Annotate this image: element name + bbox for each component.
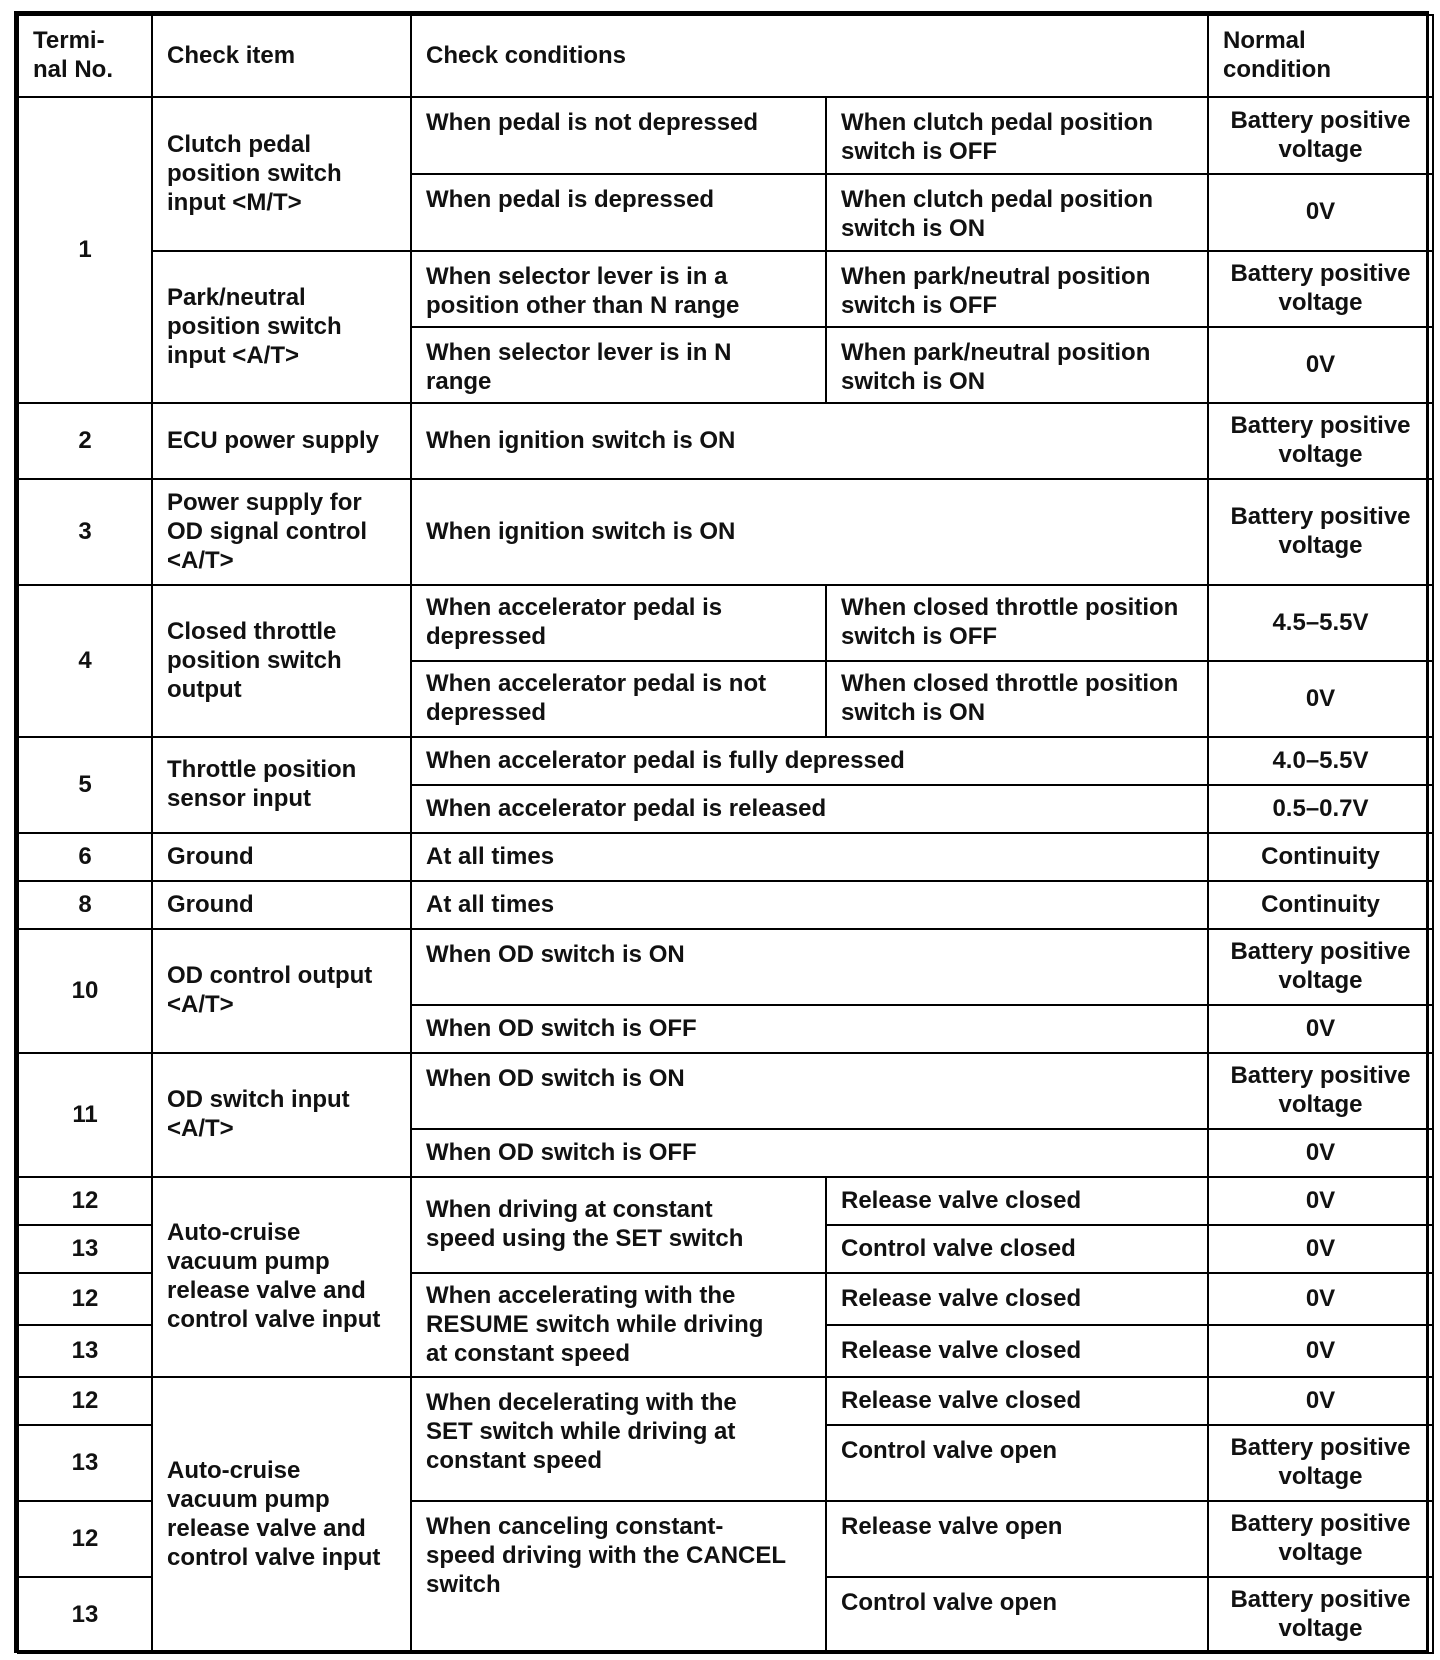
terminal-number: 11	[18, 1053, 152, 1177]
terminal-number: 1	[18, 97, 152, 403]
terminal-check-table	[17, 14, 1434, 1654]
check-item: Clutch pedal position switch input <M/T>	[152, 97, 411, 251]
terminal-number: 10	[18, 929, 152, 1053]
terminal-number: 13	[18, 1577, 152, 1653]
check-condition: When selector lever is in a position other than N range	[411, 251, 826, 327]
normal-condition: 0V	[1208, 1325, 1433, 1377]
check-item: Ground	[152, 833, 411, 881]
check-sub-condition: Release valve closed	[826, 1377, 1208, 1425]
normal-condition: 0.5–0.7V	[1208, 785, 1433, 833]
terminal-number: 12	[18, 1273, 152, 1325]
terminal-number: 8	[18, 881, 152, 929]
table-row	[18, 479, 1433, 585]
normal-condition: 0V	[1208, 1377, 1433, 1425]
check-item: Ground	[152, 881, 411, 929]
terminal-number: 5	[18, 737, 152, 833]
normal-condition: Battery positive voltage	[1208, 1053, 1433, 1129]
check-condition: When OD switch is ON	[411, 1053, 1208, 1129]
check-sub-condition: Release valve closed	[826, 1325, 1208, 1377]
table-row	[18, 251, 1433, 327]
table-row	[18, 403, 1433, 479]
terminal-number: 4	[18, 585, 152, 737]
table-row	[18, 929, 1433, 1005]
normal-condition: 4.0–5.5V	[1208, 737, 1433, 785]
terminal-number: 6	[18, 833, 152, 881]
check-sub-condition: When park/neutral position switch is OFF	[826, 251, 1208, 327]
table-row	[18, 737, 1433, 785]
normal-condition: Continuity	[1208, 833, 1433, 881]
terminal-number: 12	[18, 1177, 152, 1225]
check-condition: When OD switch is OFF	[411, 1129, 1208, 1177]
check-sub-condition: When closed throttle position switch is OFF	[826, 585, 1208, 661]
terminal-number: 13	[18, 1225, 152, 1273]
normal-condition: 0V	[1208, 661, 1433, 737]
check-condition: When decelerating with the SET switch while driving at constant speed	[411, 1377, 826, 1501]
normal-condition: 0V	[1208, 1129, 1433, 1177]
check-item: Power supply for OD signal control <A/T>	[152, 479, 411, 585]
check-item: Park/neutral position switch input <A/T>	[152, 251, 411, 403]
normal-condition: Battery positive voltage	[1208, 97, 1433, 174]
header-check-item: Check item	[152, 15, 411, 97]
check-condition: At all times	[411, 833, 1208, 881]
check-condition: When OD switch is OFF	[411, 1005, 1208, 1053]
check-condition: When ignition switch is ON	[411, 403, 1208, 479]
check-condition: When accelerator pedal is fully depressed	[411, 737, 1208, 785]
check-condition: When ignition switch is ON	[411, 479, 1208, 585]
check-condition: When driving at constant speed using the SET switch	[411, 1177, 826, 1273]
normal-condition: Battery positive voltage	[1208, 479, 1433, 585]
normal-condition: Battery positive voltage	[1208, 251, 1433, 327]
normal-condition: 0V	[1208, 1273, 1433, 1325]
check-condition: When accelerator pedal is depressed	[411, 585, 826, 661]
check-sub-condition: When clutch pedal position switch is ON	[826, 174, 1208, 251]
check-sub-condition: Control valve open	[826, 1425, 1208, 1501]
table-row	[18, 833, 1433, 881]
terminal-number: 3	[18, 479, 152, 585]
check-sub-condition: Control valve closed	[826, 1225, 1208, 1273]
table-row	[18, 881, 1433, 929]
check-sub-condition: When clutch pedal position switch is OFF	[826, 97, 1208, 174]
table-row	[18, 97, 1433, 174]
check-condition: When accelerating with the RESUME switch while driving at constant speed	[411, 1273, 826, 1377]
terminal-number: 2	[18, 403, 152, 479]
check-item: ECU power supply	[152, 403, 411, 479]
check-condition: When accelerator pedal is released	[411, 785, 1208, 833]
check-condition: When accelerator pedal is not depressed	[411, 661, 826, 737]
check-item: Throttle position sensor input	[152, 737, 411, 833]
check-item: Auto-cruise vacuum pump release valve and control valve input	[152, 1177, 411, 1377]
normal-condition: Battery positive voltage	[1208, 403, 1433, 479]
check-item: Auto-cruise vacuum pump release valve and control valve input	[152, 1377, 411, 1653]
check-condition: When OD switch is ON	[411, 929, 1208, 1005]
check-item: OD control output <A/T>	[152, 929, 411, 1053]
check-condition: When selector lever is in N range	[411, 327, 826, 403]
normal-condition: Battery positive voltage	[1208, 929, 1433, 1005]
check-condition: At all times	[411, 881, 1208, 929]
normal-condition: 4.5–5.5V	[1208, 585, 1433, 661]
table-row	[18, 1177, 1433, 1225]
check-sub-condition: Control valve open	[826, 1577, 1208, 1653]
normal-condition: 0V	[1208, 327, 1433, 403]
table-row	[18, 585, 1433, 661]
table-row	[18, 1377, 1433, 1425]
terminal-number: 13	[18, 1425, 152, 1501]
check-condition: When canceling constant- speed driving with the CANCEL switch	[411, 1501, 826, 1653]
terminal-number: 12	[18, 1377, 152, 1425]
normal-condition: Battery positive voltage	[1208, 1501, 1433, 1577]
table-row	[18, 1053, 1433, 1129]
check-table-document	[14, 11, 1429, 1653]
terminal-number: 13	[18, 1325, 152, 1377]
check-sub-condition: When park/neutral position switch is ON	[826, 327, 1208, 403]
header-terminal: Termi- nal No.	[18, 15, 152, 97]
normal-condition: 0V	[1208, 174, 1433, 251]
check-condition: When pedal is depressed	[411, 174, 826, 251]
check-sub-condition: Release valve closed	[826, 1177, 1208, 1225]
check-sub-condition: Release valve open	[826, 1501, 1208, 1577]
normal-condition: 0V	[1208, 1225, 1433, 1273]
header-normal-condition: Normal condition	[1208, 15, 1433, 97]
header-row	[18, 15, 1433, 97]
normal-condition: 0V	[1208, 1177, 1433, 1225]
check-item: OD switch input <A/T>	[152, 1053, 411, 1177]
normal-condition: Battery positive voltage	[1208, 1425, 1433, 1501]
normal-condition: Continuity	[1208, 881, 1433, 929]
check-sub-condition: When closed throttle position switch is ON	[826, 661, 1208, 737]
check-sub-condition: Release valve closed	[826, 1273, 1208, 1325]
normal-condition: 0V	[1208, 1005, 1433, 1053]
terminal-number: 12	[18, 1501, 152, 1577]
normal-condition: Battery positive voltage	[1208, 1577, 1433, 1653]
check-item: Closed throttle position switch output	[152, 585, 411, 737]
header-check-conditions: Check conditions	[411, 15, 1208, 97]
check-condition: When pedal is not depressed	[411, 97, 826, 174]
